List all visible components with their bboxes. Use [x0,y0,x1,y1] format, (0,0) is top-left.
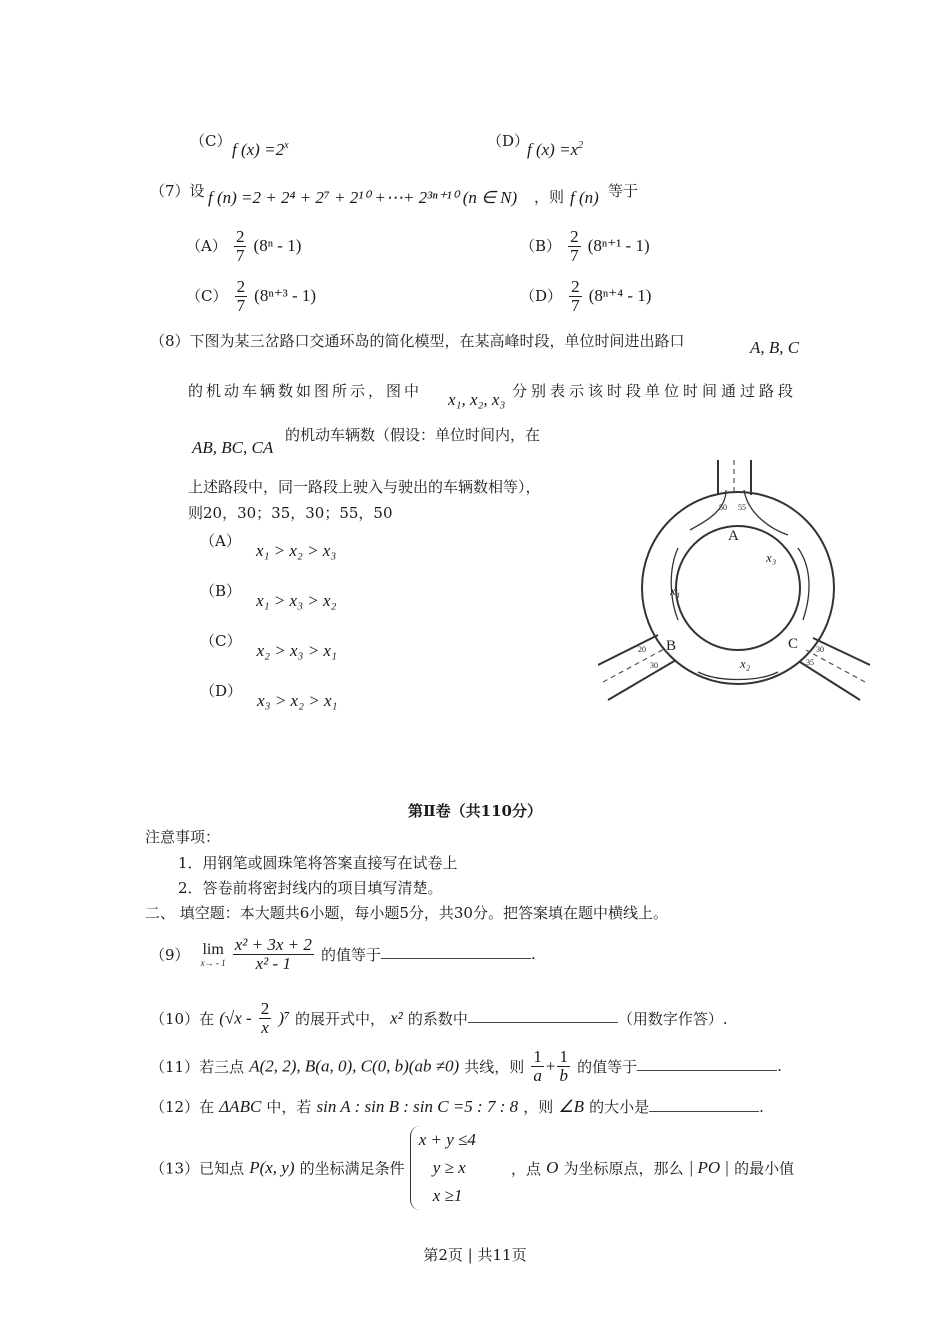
q12-answer-blank[interactable] [649,1097,759,1112]
label-c: C [788,636,799,652]
q7-then: ，则 [534,188,565,206]
q8-option-c: （C） x₂ > x₃ > x₁ [200,632,337,660]
q7-equals: 等于 [608,182,639,200]
q7-fn: f (n) [570,188,599,207]
q8-option-b: （B） x₁ > x₃ > x₂ [200,582,337,610]
q7-option-c: （C） $\frac{2}{7}$ (8ⁿ⁺³ - 1) [186,277,317,315]
q6-option-d-label: （D） [487,132,530,150]
q7-option-d: （D） $\frac{2}{7}$ (8ⁿ⁺⁴ - 1) [520,277,652,315]
q6-option-c-expr: f $(x) =2^x$ [232,140,289,159]
q8-option-d: （D） x₃ > x₂ > x₁ [200,682,338,710]
part2-title: 第Ⅱ卷（共110分） [408,802,542,820]
notice-2: 2．答卷前将密封线内的项目填写清楚。 [178,879,443,897]
q8-line1: （8）下图为某三岔路口交通环岛的简化模型，在某高峰时段，单位时间进出路口 [150,332,685,350]
q8-line4: 上述路段中，同一路段上驶入与驶出的车辆数相等）， [188,478,541,496]
q7-stem: （7）设 [150,182,205,200]
q8-line5: 则20，30；35，30；55，50 [188,504,393,522]
q8-line3: 的机动车辆数（假设：单位时间内，在 [285,426,541,444]
label-x1: x₁ [670,583,681,598]
q10: （10）在 (√x - $\frac{2}{x}$ )⁷ 的展开式中， x² 的系数中 （用数字作答）. [150,999,728,1037]
q7-option-b: （B） $\frac{2}{7}$ (8ⁿ⁺¹ - 1) [520,227,650,265]
label-b: B [666,638,677,654]
num-55: 55 [738,503,746,512]
q8-segments: AB, BC, CA [192,438,274,457]
q6-option-d-expr: f $(x) =x^2$ [527,140,584,159]
num-30b: 30 [816,645,824,654]
roundabout-figure [598,460,870,710]
q7-option-a: （A） $\frac{2}{7}$ (8ⁿ - 1) [186,227,302,265]
num-30a: 30 [650,661,658,670]
q6-option-c-label: （C） [190,132,232,150]
label-x2: x₂ [740,656,751,671]
q9: （9） lim x→ - 1 $\frac{\text{x² + 3x + 2}}{\text{x² - 1}}$ 的值等于 . [150,935,536,973]
q8-points: A, B, C [750,338,800,357]
label-a: A [728,528,739,544]
q8-line2b: 分别表示该时段单位时间通过路段 [512,382,798,400]
notice-1: 1．用钢笔或圆珠笔将答案直接写在试卷上 [178,854,458,872]
section-fill-blank: 二、 填空题：本大题共6小题，每小题5分，共30分。把答案填在题中横线上。 [145,904,668,922]
q11: （11）若三点 A(2, 2), B(a, 0), C(0, b)(ab ≠0) 共线，则 $\frac{1}{a}$ + $\frac{1}{b}$ 的值等于 . [150,1047,782,1085]
q12: （12）在 ΔABC 中，若 sin A : sin B : sin C =5 : 7 : 8 ，则 ∠B 的大小是 . [150,1097,764,1116]
q8-option-a: （A） x₁ > x₂ > x₃ [200,532,337,560]
q9-answer-blank[interactable] [381,944,531,959]
num-35: 35 [806,658,814,667]
q13-constraint-system: x + y ≤4 y ≥ x x ≥1 [410,1126,476,1210]
q8-line2a: 的机动车辆数如图所示，图中 [188,382,423,400]
num-20: 20 [638,645,646,654]
label-x3: x₃ [766,550,777,565]
num-50: 50 [719,503,727,512]
q10-answer-blank[interactable] [468,1008,618,1023]
page-footer: 第2页 | 共11页 [423,1246,527,1264]
q7-expression: f (n) =2 + 2⁴ + 2⁷ + 2¹⁰ +⋯+ 2³ⁿ⁺¹⁰ (n ∈ N) [208,188,518,207]
notice-heading: 注意事项： [145,828,221,846]
q8-x-vars: x₁, x₂, x₃ [448,390,506,409]
q11-answer-blank[interactable] [637,1056,777,1071]
q13: （13）已知点 P(x, y) 的坐标满足条件 x + y ≤4 y ≥ x x ≥1 ，点 O 为坐标原点，那么 | PO | 的最小值 [150,1126,794,1210]
